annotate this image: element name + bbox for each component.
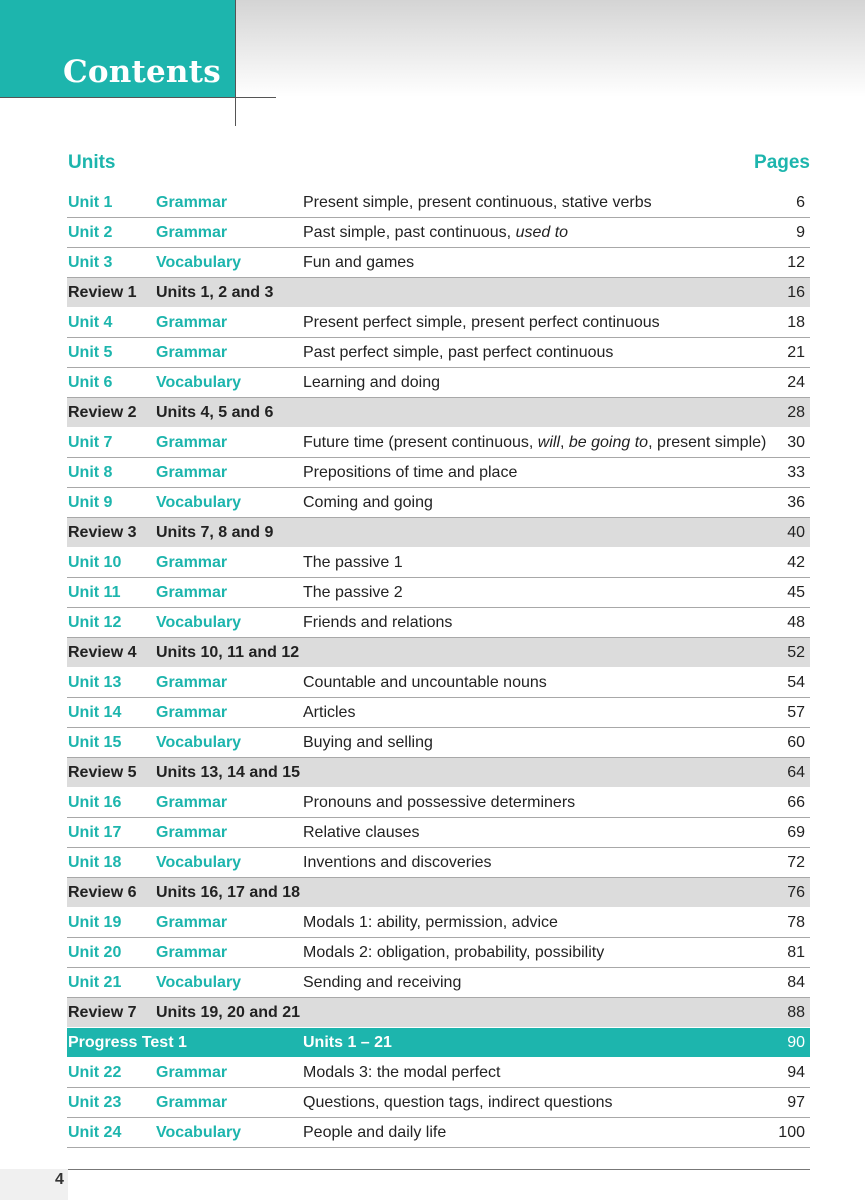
row-type-label: Grammar xyxy=(156,344,228,361)
row-topic xyxy=(303,194,652,212)
row-type-label: Units 1, 2 and 3 xyxy=(156,284,274,301)
row-unit-label: Progress Test 1 xyxy=(68,1034,187,1051)
topic-text: Modals 1: ability, permission, advice xyxy=(303,914,558,931)
row-topic xyxy=(303,464,517,482)
row-page-number: 90 xyxy=(787,1034,805,1051)
topic-italic-text: used to xyxy=(515,224,569,241)
topic-text: Prepositions of time and place xyxy=(303,464,518,481)
row-page-number: 72 xyxy=(787,854,805,871)
row-topic xyxy=(303,854,492,872)
toc-row-unit xyxy=(67,848,810,878)
row-page-number: 52 xyxy=(787,644,805,661)
row-page-number: 64 xyxy=(787,764,805,781)
toc-row-unit xyxy=(67,1058,810,1088)
toc-row-unit xyxy=(67,218,810,248)
toc-row-unit xyxy=(67,818,810,848)
footer-rule xyxy=(68,1169,810,1170)
row-topic xyxy=(303,974,461,992)
topic-text: Countable and uncountable nouns xyxy=(303,674,547,691)
row-topic xyxy=(303,224,568,242)
toc-row-unit xyxy=(67,248,810,278)
row-unit-label: Unit 7 xyxy=(68,434,113,451)
row-page-number: 45 xyxy=(787,584,805,601)
row-topic xyxy=(303,704,355,722)
row-page-number: 42 xyxy=(787,554,805,571)
pages-column-header: Pages xyxy=(754,152,810,173)
row-type-label: Units 19, 20 and 21 xyxy=(156,1004,301,1021)
row-unit-label: Unit 8 xyxy=(68,464,113,481)
row-page-number: 12 xyxy=(787,254,805,271)
row-unit-label: Unit 13 xyxy=(68,674,122,691)
toc-row-unit xyxy=(67,968,810,998)
toc-row-unit xyxy=(67,1118,810,1148)
topic-text: Pronouns and possessive determiners xyxy=(303,794,576,811)
row-unit-label: Unit 5 xyxy=(68,344,113,361)
toc-row-unit xyxy=(67,578,810,608)
row-unit-label: Unit 15 xyxy=(68,734,122,751)
row-page-number: 69 xyxy=(787,824,805,841)
row-unit-label: Unit 11 xyxy=(68,584,121,601)
topic-text: Present simple, present continuous, stative verbs xyxy=(303,194,652,211)
row-page-number: 16 xyxy=(787,284,805,301)
row-page-number: 30 xyxy=(787,434,805,451)
row-page-number: 100 xyxy=(778,1124,805,1141)
topic-text: Inventions and discoveries xyxy=(303,854,492,871)
row-type-label: Grammar xyxy=(156,824,228,841)
toc-row-unit xyxy=(67,338,810,368)
row-page-number: 9 xyxy=(796,224,805,241)
row-type-label: Grammar xyxy=(156,1064,228,1081)
row-unit-label: Unit 1 xyxy=(68,194,113,211)
row-type-label: Grammar xyxy=(156,1094,228,1111)
topic-text: Past perfect simple, past perfect continuous xyxy=(303,344,614,361)
units-column-header: Units xyxy=(68,152,116,173)
toc-row-unit xyxy=(67,428,810,458)
row-page-number: 6 xyxy=(796,194,805,211)
page-number: 4 xyxy=(55,1171,64,1188)
row-type-label: Grammar xyxy=(156,554,228,571)
row-topic xyxy=(303,374,440,392)
row-unit-label: Review 1 xyxy=(68,284,137,301)
topic-text: , xyxy=(560,434,569,451)
topic-text: Modals 3: the modal perfect xyxy=(303,1064,501,1081)
row-topic xyxy=(303,314,660,332)
row-page-number: 48 xyxy=(787,614,805,631)
row-unit-label: Review 3 xyxy=(68,524,137,541)
row-page-number: 84 xyxy=(787,974,805,991)
row-unit-label: Unit 3 xyxy=(68,254,113,271)
row-type-label: Grammar xyxy=(156,944,228,961)
topic-text: Coming and going xyxy=(303,494,433,511)
row-page-number: 33 xyxy=(787,464,805,481)
topic-text: People and daily life xyxy=(303,1124,447,1141)
toc-row-review xyxy=(67,398,810,428)
row-type-label: Units 16, 17 and 18 xyxy=(156,884,301,901)
row-topic xyxy=(303,1034,392,1052)
row-page-number: 66 xyxy=(787,794,805,811)
row-unit-label: Unit 20 xyxy=(68,944,122,961)
row-topic xyxy=(303,434,766,452)
toc-row-unit xyxy=(67,728,810,758)
topic-text: Sending and receiving xyxy=(303,974,462,991)
row-page-number: 81 xyxy=(787,944,805,961)
toc-row-unit xyxy=(67,548,810,578)
row-unit-label: Unit 2 xyxy=(68,224,113,241)
toc-row-unit xyxy=(67,938,810,968)
toc-row-progress-test xyxy=(67,1028,810,1058)
row-topic xyxy=(303,344,613,362)
row-unit-label: Unit 4 xyxy=(68,314,113,331)
row-topic xyxy=(303,554,403,572)
toc-row-unit xyxy=(67,458,810,488)
row-page-number: 78 xyxy=(787,914,805,931)
row-topic xyxy=(303,614,452,632)
row-unit-label: Review 4 xyxy=(68,644,137,661)
row-topic xyxy=(303,734,433,752)
topic-text: Articles xyxy=(303,704,356,721)
row-unit-label: Review 5 xyxy=(68,764,137,781)
toc-row-unit xyxy=(67,1088,810,1118)
row-unit-label: Review 2 xyxy=(68,404,137,421)
row-topic xyxy=(303,494,433,512)
row-type-label: Grammar xyxy=(156,194,228,211)
row-page-number: 24 xyxy=(787,374,805,391)
toc-row-review xyxy=(67,638,810,668)
row-unit-label: Review 6 xyxy=(68,884,137,901)
topic-text: Friends and relations xyxy=(303,614,453,631)
toc-row-unit xyxy=(67,908,810,938)
toc-row-unit xyxy=(67,698,810,728)
row-unit-label: Unit 10 xyxy=(68,554,122,571)
row-unit-label: Unit 21 xyxy=(68,974,122,991)
row-topic xyxy=(303,824,420,842)
topic-text: The passive 2 xyxy=(303,584,403,601)
row-topic xyxy=(303,254,414,272)
toc-row-unit xyxy=(67,188,810,218)
toc-row-review xyxy=(67,278,810,308)
toc-row-unit xyxy=(67,608,810,638)
toc-row-review xyxy=(67,878,810,908)
row-type-label: Vocabulary xyxy=(156,614,242,631)
row-page-number: 21 xyxy=(787,344,805,361)
row-type-label: Units 13, 14 and 15 xyxy=(156,764,301,781)
topic-text: Past simple, past continuous, xyxy=(303,224,516,241)
topic-text: Relative clauses xyxy=(303,824,420,841)
topic-text: Units 1 – 21 xyxy=(303,1034,392,1051)
row-topic xyxy=(303,1094,613,1112)
row-type-label: Units 10, 11 and 12 xyxy=(156,644,300,661)
title-banner xyxy=(0,0,236,97)
toc-row-review xyxy=(67,758,810,788)
topic-italic-text: will xyxy=(537,434,560,451)
row-page-number: 18 xyxy=(787,314,805,331)
topic-text: Future time (present continuous, xyxy=(303,434,538,451)
row-unit-label: Unit 18 xyxy=(68,854,122,871)
toc-row-unit xyxy=(67,308,810,338)
topic-text: Questions, question tags, indirect questions xyxy=(303,1094,613,1111)
row-unit-label: Unit 14 xyxy=(68,704,122,721)
header-divider-horizontal xyxy=(0,97,276,98)
header-divider-vertical xyxy=(235,0,236,126)
row-topic xyxy=(303,794,575,812)
row-type-label: Grammar xyxy=(156,584,228,601)
topic-text: The passive 1 xyxy=(303,554,403,571)
row-unit-label: Unit 12 xyxy=(68,614,122,631)
row-type-label: Vocabulary xyxy=(156,854,242,871)
row-topic xyxy=(303,674,547,692)
row-page-number: 97 xyxy=(787,1094,805,1111)
topic-text: , present simple) xyxy=(648,434,767,451)
row-page-number: 54 xyxy=(787,674,805,691)
row-page-number: 94 xyxy=(787,1064,805,1081)
row-page-number: 28 xyxy=(787,404,805,421)
row-page-number: 36 xyxy=(787,494,805,511)
row-unit-label: Unit 19 xyxy=(68,914,122,931)
row-topic xyxy=(303,1124,446,1142)
topic-text: Modals 2: obligation, probability, possibility xyxy=(303,944,605,961)
row-type-label: Units 7, 8 and 9 xyxy=(156,524,274,541)
topic-text: Learning and doing xyxy=(303,374,441,391)
row-unit-label: Review 7 xyxy=(68,1004,137,1021)
row-type-label: Units 4, 5 and 6 xyxy=(156,404,274,421)
row-type-label: Grammar xyxy=(156,704,228,721)
row-topic xyxy=(303,1064,500,1082)
contents-table xyxy=(67,188,810,1148)
row-type-label: Vocabulary xyxy=(156,374,242,391)
row-page-number: 57 xyxy=(787,704,805,721)
toc-row-review xyxy=(67,998,810,1028)
toc-row-unit xyxy=(67,788,810,818)
toc-row-unit xyxy=(67,368,810,398)
row-page-number: 60 xyxy=(787,734,805,751)
row-type-label: Grammar xyxy=(156,224,228,241)
row-topic xyxy=(303,584,403,602)
row-type-label: Vocabulary xyxy=(156,1124,242,1141)
row-unit-label: Unit 6 xyxy=(68,374,113,391)
topic-text: Present perfect simple, present perfect continuous xyxy=(303,314,660,331)
row-type-label: Vocabulary xyxy=(156,254,242,271)
toc-row-unit xyxy=(67,488,810,518)
row-unit-label: Unit 24 xyxy=(68,1124,122,1141)
row-unit-label: Unit 23 xyxy=(68,1094,122,1111)
row-unit-label: Unit 16 xyxy=(68,794,122,811)
topic-text: Buying and selling xyxy=(303,734,433,751)
row-unit-label: Unit 22 xyxy=(68,1064,122,1081)
toc-row-review xyxy=(67,518,810,548)
toc-row-unit xyxy=(67,668,810,698)
page-title: Contents xyxy=(63,54,221,90)
row-page-number: 40 xyxy=(787,524,805,541)
row-unit-label: Unit 9 xyxy=(68,494,113,511)
row-topic xyxy=(303,944,604,962)
header-gradient-band xyxy=(236,0,865,97)
row-type-label: Vocabulary xyxy=(156,974,242,991)
row-type-label: Grammar xyxy=(156,314,228,331)
row-type-label: Grammar xyxy=(156,434,228,451)
row-unit-label: Unit 17 xyxy=(68,824,122,841)
row-type-label: Grammar xyxy=(156,794,228,811)
topic-italic-text: be going to xyxy=(568,434,649,451)
row-type-label: Grammar xyxy=(156,914,228,931)
row-type-label: Vocabulary xyxy=(156,494,242,511)
topic-text: Fun and games xyxy=(303,254,415,271)
row-type-label: Grammar xyxy=(156,464,228,481)
row-topic xyxy=(303,914,558,932)
row-type-label: Grammar xyxy=(156,674,228,691)
row-page-number: 88 xyxy=(787,1004,805,1021)
row-page-number: 76 xyxy=(787,884,805,901)
row-type-label: Vocabulary xyxy=(156,734,242,751)
